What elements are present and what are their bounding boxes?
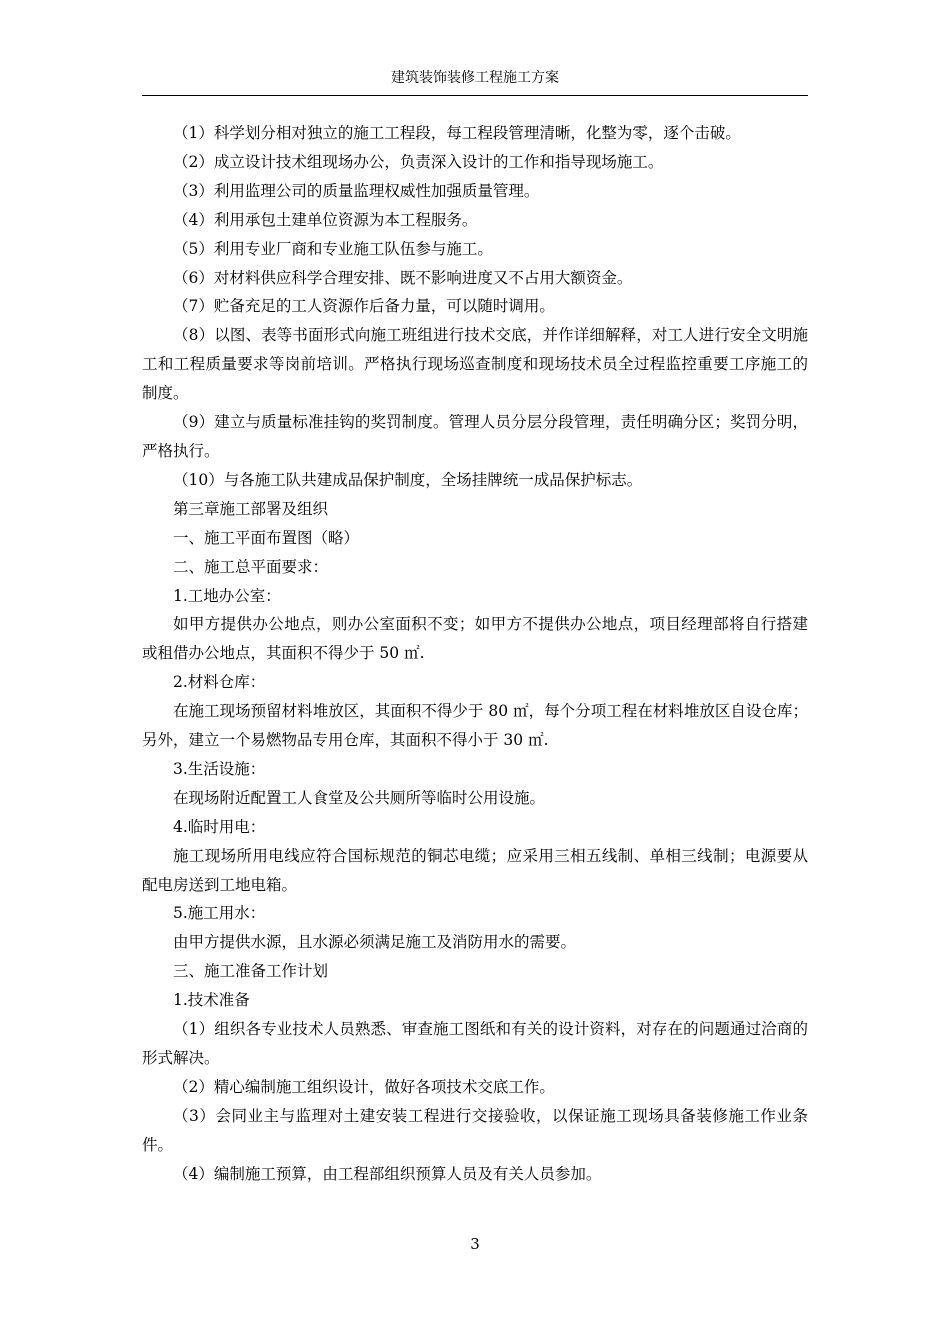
paragraph: 由甲方提供水源，且水源必须满足施工及消防用水的需要。 bbox=[173, 933, 577, 952]
running-header: 建筑装饰装修工程施工方案 bbox=[391, 70, 559, 86]
paragraph: （4）编制施工预算，由工程部组织预算人员及有关人员参加。 bbox=[173, 1164, 602, 1183]
section-heading: 一、施工平面布置图（略） bbox=[173, 528, 360, 547]
paragraph: （7）贮备充足的工人资源作后备力量，可以随时调用。 bbox=[173, 297, 555, 316]
paragraph: （2）精心编制施工组织设计，做好各项技术交底工作。 bbox=[173, 1077, 555, 1096]
subsection-heading: 1.技术准备 bbox=[173, 991, 250, 1010]
paragraph: （2）成立设计技术组现场办公，负责深入设计的工作和指导现场施工。 bbox=[173, 152, 664, 171]
subsection-heading: 5.施工用水： bbox=[173, 904, 266, 923]
paragraph: （1）组织各专业技术人员熟悉、审查施工图纸和有关的设计资料，对存在的问题通过洽商的形式解决。 bbox=[142, 1020, 808, 1067]
paragraph: 施工现场所用电线应符合国标规范的铜芯电缆；应采用三相五线制、单相三线制；电源要从配电房送到工地电箱。 bbox=[142, 846, 808, 894]
subsection-heading: 1.工地办公室： bbox=[173, 586, 281, 605]
document-body bbox=[142, 119, 808, 1189]
paragraph: （5）利用专业厂商和专业施工队伍参与施工。 bbox=[173, 239, 493, 258]
paragraph: （3）利用监理公司的质量监理权威性加强质量管理。 bbox=[173, 181, 540, 200]
paragraph: （3）会同业主与监理对土建安装工程进行交接验收，以保证施工现场具备装修施工作业条件。 bbox=[142, 1106, 808, 1154]
paragraph: （4）利用承包土建单位资源为本工程服务。 bbox=[173, 210, 478, 229]
chapter-heading: 第三章施工部署及组织 bbox=[173, 499, 329, 518]
paragraph: 在现场附近配置工人食堂及公共厕所等临时公用设施。 bbox=[173, 788, 546, 807]
section-heading: 二、施工总平面要求： bbox=[173, 557, 329, 576]
page-number: 3 bbox=[470, 1235, 480, 1253]
paragraph: （1）科学划分相对独立的施工工程段，每工程段管理清晰，化整为零，逐个击破。 bbox=[173, 124, 741, 142]
subsection-heading: 3.生活设施： bbox=[173, 759, 266, 778]
paragraph: （8）以图、表等书面形式向施工班组进行技术交底，并作详细解释，对工人进行安全文明施工和工程质量要求等岗前培训。严格执行现场巡查制度和现场技术员全过程监控重要工序施工的制度。 bbox=[142, 326, 808, 403]
subsection-heading: 2.材料仓库： bbox=[173, 673, 266, 692]
paragraph: （9）建立与质量标准挂钩的奖罚制度。管理人员分层分段管理，责任明确分区；奖罚分明，严格执行。 bbox=[142, 413, 808, 460]
paragraph: 如甲方提供办公地点，则办公室面积不变；如甲方不提供办公地点，项目经理部将自行搭建或租借办公地点，其面积不得少于 50 ㎡. bbox=[142, 615, 808, 663]
paragraph: （10）与各施工队共建成品保护制度，全场挂牌统一成品保护标志。 bbox=[173, 470, 643, 489]
subsection-heading: 4.临时用电： bbox=[173, 817, 266, 836]
paragraph: （6）对材料供应科学合理安排、既不影响进度又不占用大额资金。 bbox=[173, 268, 633, 287]
paragraph: 在施工现场预留材料堆放区，其面积不得少于 80 ㎡，每个分项工程在材料堆放区自设仓库；另外，建立一个易燃物品专用仓库，其面积不得小于 30 ㎡. bbox=[142, 702, 808, 750]
section-heading: 三、施工准备工作计划 bbox=[173, 962, 329, 981]
header-divider bbox=[142, 95, 808, 96]
